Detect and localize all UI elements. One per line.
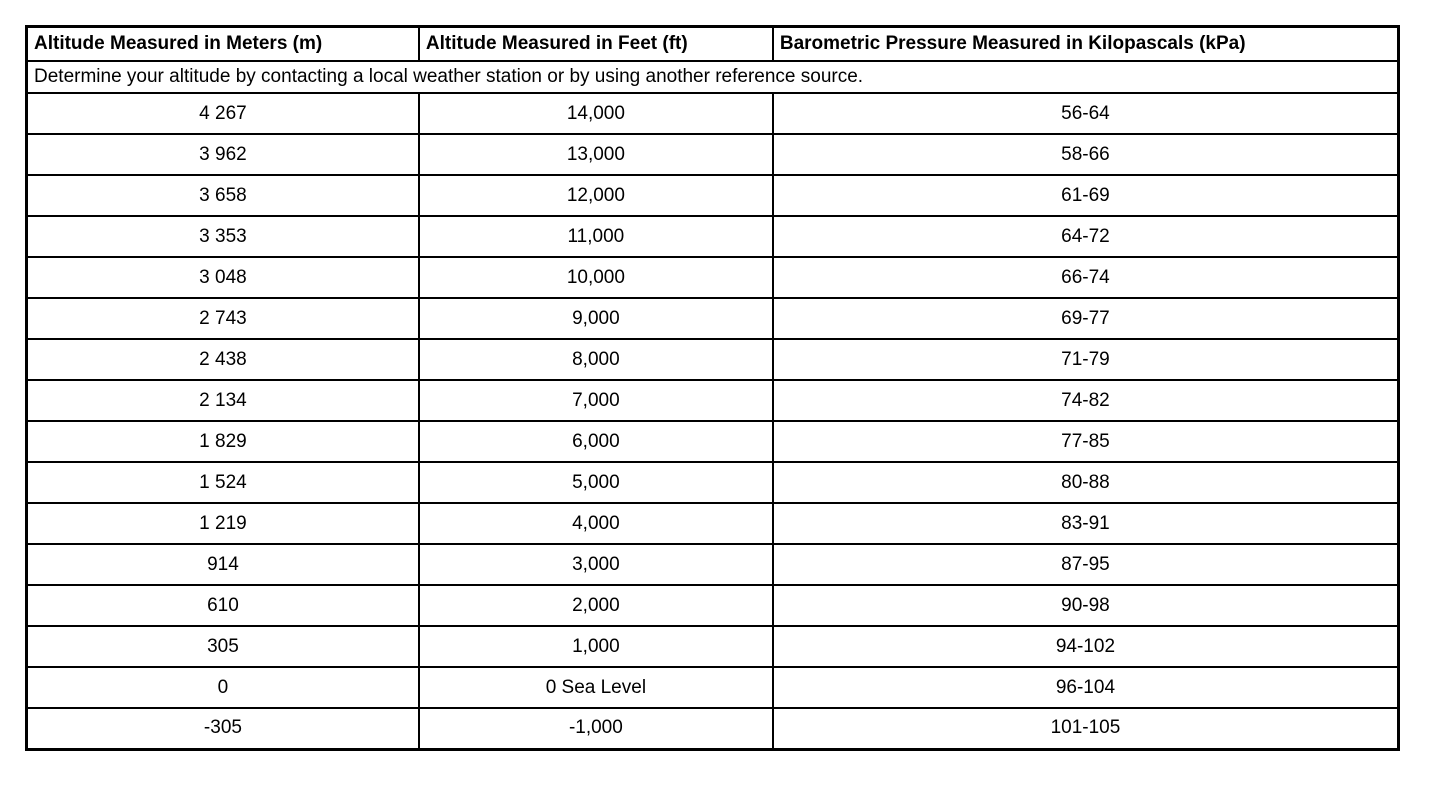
pressure-cell: 77-85 <box>773 421 1399 462</box>
meters-cell: 610 <box>27 585 419 626</box>
altitude-note: Determine your altitude by contacting a local weather station or by using another reference source. <box>27 61 1399 93</box>
meters-cell: 3 962 <box>27 134 419 175</box>
feet-cell: 1,000 <box>419 626 773 667</box>
feet-cell: 11,000 <box>419 216 773 257</box>
table-row <box>27 339 1399 380</box>
meters-cell: 1 524 <box>27 462 419 503</box>
pressure-cell: 71-79 <box>773 339 1399 380</box>
meters-cell: 3 353 <box>27 216 419 257</box>
pressure-cell: 58-66 <box>773 134 1399 175</box>
meters-cell: 0 <box>27 667 419 708</box>
meters-cell: 3 048 <box>27 257 419 298</box>
table-row <box>27 667 1399 708</box>
feet-cell: 4,000 <box>419 503 773 544</box>
feet-cell: 3,000 <box>419 544 773 585</box>
pressure-cell: 69-77 <box>773 298 1399 339</box>
meters-cell: 3 658 <box>27 175 419 216</box>
meters-cell: 2 743 <box>27 298 419 339</box>
pressure-cell: 56-64 <box>773 93 1399 134</box>
table-row <box>27 626 1399 667</box>
meters-cell: 914 <box>27 544 419 585</box>
table-row <box>27 134 1399 175</box>
pressure-cell: 87-95 <box>773 544 1399 585</box>
feet-cell: 10,000 <box>419 257 773 298</box>
feet-cell: 7,000 <box>419 380 773 421</box>
table-row <box>27 298 1399 339</box>
pressure-cell: 61-69 <box>773 175 1399 216</box>
meters-cell: 1 829 <box>27 421 419 462</box>
pressure-cell: 83-91 <box>773 503 1399 544</box>
meters-cell: 4 267 <box>27 93 419 134</box>
feet-cell: 6,000 <box>419 421 773 462</box>
altitude-pressure-table <box>25 25 1400 751</box>
pressure-cell: 80-88 <box>773 462 1399 503</box>
header-altitude-feet: Altitude Measured in Feet (ft) <box>419 27 773 62</box>
table-row <box>27 462 1399 503</box>
note-row <box>27 61 1399 93</box>
meters-cell: 2 438 <box>27 339 419 380</box>
pressure-cell: 101-105 <box>773 708 1399 749</box>
table-row <box>27 708 1399 749</box>
header-row <box>27 27 1399 62</box>
table-body <box>27 93 1399 749</box>
header-barometric-pressure: Barometric Pressure Measured in Kilopascals (kPa) <box>773 27 1399 62</box>
table-row <box>27 216 1399 257</box>
feet-cell: 2,000 <box>419 585 773 626</box>
pressure-cell: 94-102 <box>773 626 1399 667</box>
feet-cell: 13,000 <box>419 134 773 175</box>
table-row <box>27 503 1399 544</box>
feet-cell: 0 Sea Level <box>419 667 773 708</box>
table-row <box>27 585 1399 626</box>
feet-cell: 5,000 <box>419 462 773 503</box>
header-altitude-meters: Altitude Measured in Meters (m) <box>27 27 419 62</box>
feet-cell: 9,000 <box>419 298 773 339</box>
pressure-cell: 74-82 <box>773 380 1399 421</box>
pressure-cell: 64-72 <box>773 216 1399 257</box>
feet-cell: 14,000 <box>419 93 773 134</box>
table-row <box>27 380 1399 421</box>
pressure-cell: 96-104 <box>773 667 1399 708</box>
feet-cell: 8,000 <box>419 339 773 380</box>
table-row <box>27 175 1399 216</box>
meters-cell: 305 <box>27 626 419 667</box>
pressure-cell: 90-98 <box>773 585 1399 626</box>
meters-cell: 1 219 <box>27 503 419 544</box>
meters-cell: -305 <box>27 708 419 749</box>
table-row <box>27 93 1399 134</box>
table-row <box>27 257 1399 298</box>
feet-cell: -1,000 <box>419 708 773 749</box>
pressure-cell: 66-74 <box>773 257 1399 298</box>
feet-cell: 12,000 <box>419 175 773 216</box>
table-row <box>27 544 1399 585</box>
table-row <box>27 421 1399 462</box>
meters-cell: 2 134 <box>27 380 419 421</box>
